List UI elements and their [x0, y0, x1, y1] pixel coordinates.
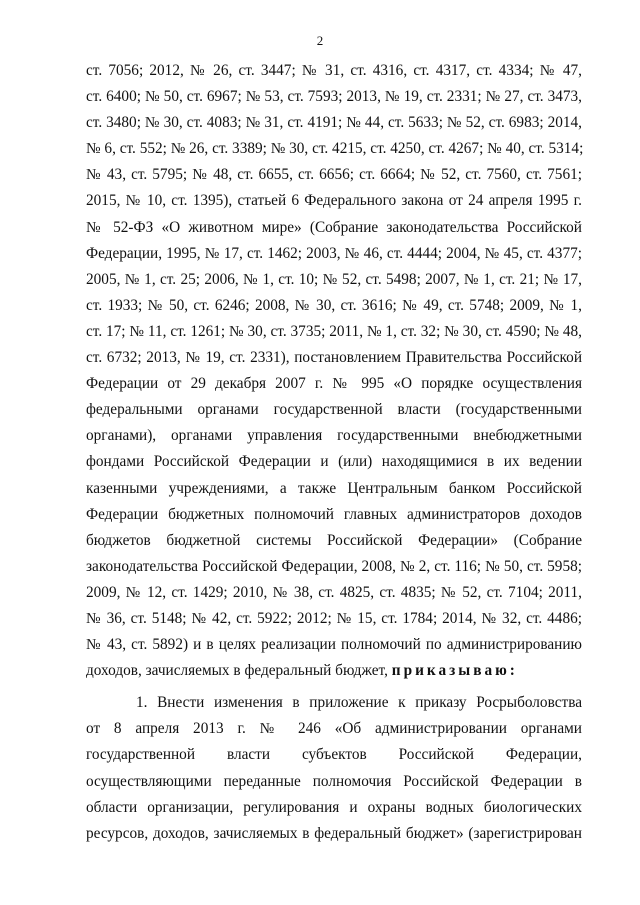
text-line: ресурсов, доходов, зачисляемых в федеральный бюджет» (зарегистрирован	[86, 824, 582, 842]
text-line: казенными учреждениями, а также Центральным банком Российской	[86, 479, 582, 497]
clause-1-first-line: 1. Внести изменения в приложение к приказу Росрыболовства	[136, 694, 582, 712]
text-line: ст. 3480; № 30, ст. 4083; № 31, ст. 4191; № 44, ст. 5633; № 52, ст. 6983; 2014,	[86, 114, 582, 132]
text-line: фондами Российской Федерации и (или) находящимися в их ведении	[86, 453, 582, 471]
text-line: законодательства Российской Федерации, 2008, № 2, ст. 116; № 50, ст. 5958;	[86, 557, 582, 575]
text-line: осуществляющими переданные полномочия Российской Федерации в	[86, 772, 582, 790]
text-line: № 6, ст. 552; № 26, ст. 3389; № 30, ст. 4215, ст. 4250, ст. 4267; № 40, ст. 5314;	[86, 140, 584, 158]
order-word: приказываю:	[391, 662, 518, 680]
text-line: федеральными органами государственной власти (государственными	[86, 401, 582, 419]
text-line: бюджетов бюджетной системы Российской Федерации» (Собрание	[86, 531, 582, 549]
text-line: государственной власти субъектов Российской Федерации,	[86, 746, 582, 764]
text-line: 2009, № 12, ст. 1429; 2010, № 38, ст. 4825, ст. 4835; № 52, ст. 7104; 2011,	[86, 583, 582, 601]
text-line: ст. 6732; 2013, № 19, ст. 2331), постановлением Правительства Российской	[86, 349, 582, 367]
text-line: № 43, ст. 5892) и в целях реализации полномочий по администрированию	[86, 636, 582, 654]
text-line: 2005, № 1, ст. 25; 2006, № 1, ст. 10; № 52, ст. 5498; 2007, № 1, ст. 21; № 17,	[86, 270, 582, 288]
text-line: 2015, № 10, ст. 1395), статьей 6 Федерального закона от 24 апреля 1995 г.	[86, 192, 582, 210]
text-line: области организации, регулирования и охраны водных биологических	[86, 798, 582, 816]
text-line: органами), органами управления государственными внебюджетными	[86, 427, 582, 445]
text-line: ст. 7056; 2012, № 26, ст. 3447; № 31, ст. 4316, ст. 4317, ст. 4334; № 47,	[86, 62, 582, 79]
text-line: № 36, ст. 5148; № 42, ст. 5922; 2012; № 15, ст. 1784; 2014, № 32, ст. 4486;	[86, 609, 582, 627]
text-line: № 52-ФЗ «О животном мире» (Собрание законодательства Российской	[86, 218, 582, 236]
text-line: № 43, ст. 5795; № 48, ст. 6655, ст. 6656; ст. 6664; № 52, ст. 7560, ст. 7561;	[86, 166, 582, 184]
text-line: Федерации, 1995, № 17, ст. 1462; 2003, № 46, ст. 4444; 2004, № 45, ст. 4377;	[86, 244, 582, 262]
text-line: Федерации от 29 декабря 2007 г. № 995 «О порядке осуществления	[86, 375, 582, 393]
document-body	[86, 58, 582, 847]
page-number: 2	[316, 33, 324, 48]
order-line	[86, 658, 582, 684]
order-line-text: доходов, зачисляемых в федеральный бюджет,	[86, 662, 392, 680]
text-line: Федерации бюджетных полномочий главных администраторов доходов	[86, 505, 582, 523]
text-line: ст. 6400; № 50, ст. 6967; № 53, ст. 7593; 2013, № 19, ст. 2331; № 27, ст. 3473,	[86, 88, 582, 106]
text-line: ст. 17; № 11, ст. 1261; № 30, ст. 3735; 2011, № 1, ст. 32; № 30, ст. 4590; № 48,	[86, 322, 582, 340]
text-line: ст. 1933; № 50, ст. 6246; 2008, № 30, ст. 3616; № 49, ст. 5748; 2009, № 1,	[86, 296, 582, 314]
text-line: от 8 апреля 2013 г. № 246 «Об администрировании органами	[86, 720, 582, 738]
